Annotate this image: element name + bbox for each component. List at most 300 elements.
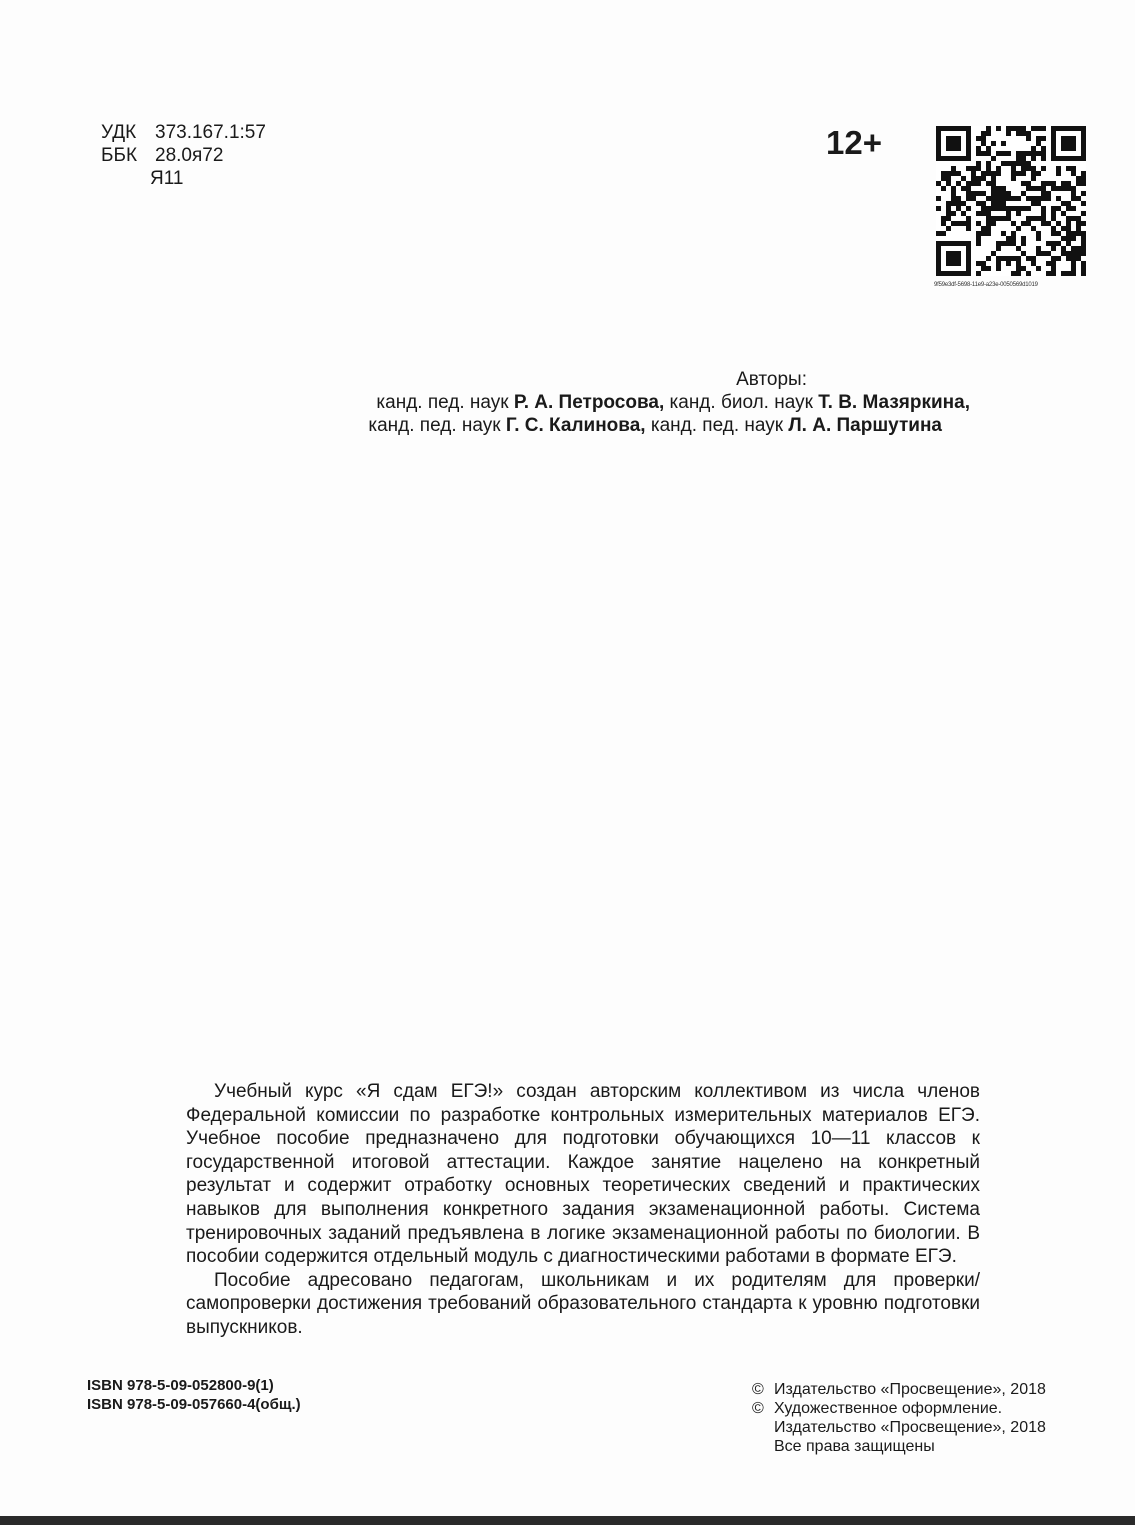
qr-module — [1001, 161, 1006, 166]
qr-module — [1036, 231, 1041, 236]
qr-module — [1051, 261, 1056, 266]
qr-module — [1031, 151, 1036, 156]
qr-module — [1016, 126, 1021, 131]
qr-module — [1071, 206, 1076, 211]
author-name: Р. А. Петросова, — [513, 392, 665, 413]
qr-module — [1036, 201, 1041, 206]
qr-module — [1011, 176, 1016, 181]
qr-module — [1031, 186, 1036, 191]
qr-module — [966, 226, 971, 231]
qr-module — [1006, 151, 1011, 156]
qr-module — [1066, 251, 1071, 256]
qr-module — [1036, 246, 1041, 251]
author-degree: канд. пед. наук — [650, 415, 784, 436]
qr-module — [976, 261, 981, 266]
author-degree: канд. биол. наук — [669, 392, 813, 413]
qr-module — [946, 181, 951, 186]
qr-module — [1001, 141, 1006, 146]
qr-module — [1006, 236, 1011, 241]
qr-module — [981, 211, 986, 216]
qr-module — [986, 146, 991, 151]
qr-module — [1006, 211, 1011, 216]
qr-module — [971, 176, 976, 181]
qr-module — [976, 136, 981, 141]
qr-module — [1056, 206, 1061, 211]
authors-block — [200, 368, 970, 437]
qr-module — [1076, 221, 1081, 226]
qr-module — [981, 206, 986, 211]
qr-module — [1011, 161, 1016, 166]
abstract-paragraph-1: Учебный курс «Я сдам ЕГЭ!» создан авторским коллективом из числа членов Федеральной комиссии по разработке контрольных измерительных материалов ЕГЭ. Учебное пособие предназначено для подготовки обучающихся 10—11 классов к государственной итоговой аттестации. Каждое занятие нацелено на конкретный результат и содержит отработку основных теоретических сведений и практических навыков для выполнения конкретного задания экзаменационной работы. Система тренировочных заданий предъявлена в логике экзаменационной работы по биологии. В пособии содержится отдельный модуль с диагностическими работами в формате ЕГЭ. — [186, 1081, 980, 1268]
qr-module — [1026, 216, 1031, 221]
qr-module — [1081, 171, 1086, 176]
qr-module — [951, 196, 956, 201]
qr-module — [1011, 171, 1016, 176]
abstract — [186, 1080, 980, 1340]
qr-module — [1041, 186, 1046, 191]
qr-module — [1021, 236, 1026, 241]
qr-module — [976, 231, 981, 236]
qr-module — [936, 196, 941, 201]
qr-module — [1066, 181, 1071, 186]
qr-module — [1046, 251, 1051, 256]
qr-module — [1041, 211, 1046, 216]
qr-module — [1021, 241, 1026, 246]
qr-module — [996, 216, 1001, 221]
qr-module — [1026, 166, 1031, 171]
qr-module — [1071, 251, 1076, 256]
qr-module — [1031, 216, 1036, 221]
qr-module — [996, 206, 1001, 211]
qr-module — [986, 231, 991, 236]
qr-module — [1041, 146, 1046, 151]
scan-edge — [0, 1516, 1135, 1525]
qr-module — [986, 196, 991, 201]
qr-module — [1026, 161, 1031, 166]
qr-module — [1071, 261, 1076, 266]
qr-module — [996, 266, 1001, 271]
qr-module — [1026, 151, 1031, 156]
age-rating: 12+ — [826, 124, 882, 161]
qr-module — [991, 141, 996, 146]
qr-module — [1066, 216, 1071, 221]
author-name: Л. А. Паршутина — [788, 415, 942, 436]
qr-module — [1011, 196, 1016, 201]
copyright-line-2 — [752, 1399, 1046, 1418]
copyright-line-4: Все права защищены — [774, 1438, 935, 1455]
qr-module — [1056, 186, 1061, 191]
copyright-line-3: Издательство «Просвещение», 2018 — [774, 1419, 1046, 1436]
qr-module — [1031, 176, 1036, 181]
qr-module — [1081, 266, 1086, 271]
qr-module — [1066, 221, 1071, 226]
qr-module — [996, 186, 1001, 191]
qr-module — [1051, 271, 1056, 276]
qr-module — [1011, 206, 1016, 211]
qr-module — [936, 206, 941, 211]
qr-module — [976, 151, 981, 156]
qr-module — [966, 191, 971, 196]
qr-module — [961, 221, 966, 226]
qr-module — [1021, 156, 1026, 161]
qr-module — [1016, 171, 1021, 176]
qr-module — [986, 216, 991, 221]
qr-module — [1016, 226, 1021, 231]
qr-module — [961, 176, 966, 181]
qr-module — [1026, 221, 1031, 226]
qr-module — [991, 176, 996, 181]
copyright-block — [752, 1380, 1046, 1456]
copyright-icon: © — [752, 1381, 764, 1398]
qr-module — [946, 176, 951, 181]
isbn-line-2: ISBN 978-5-09-057660-4(общ.) — [87, 1396, 301, 1413]
qr-module — [1001, 151, 1006, 156]
qr-module — [971, 171, 976, 176]
qr-module — [946, 206, 951, 211]
qr-module — [1061, 226, 1066, 231]
qr-module — [966, 196, 971, 201]
copyright-text: Издательство «Просвещение», 2018 — [774, 1381, 1046, 1398]
qr-module — [1056, 256, 1061, 261]
qr-module — [1061, 186, 1066, 191]
qr-module — [1031, 146, 1036, 151]
udk-value: 373.167.1:57 — [155, 122, 266, 143]
qr-module — [986, 131, 991, 136]
qr-module — [1071, 231, 1076, 236]
qr-module — [1051, 226, 1056, 231]
qr-module — [1021, 206, 1026, 211]
qr-module — [1001, 186, 1006, 191]
qr-module — [981, 141, 986, 146]
qr-module — [951, 191, 956, 196]
qr-module — [1051, 216, 1056, 221]
qr-module — [956, 181, 961, 186]
qr-module — [981, 176, 986, 181]
author-name: Г. С. Калинова, — [505, 415, 646, 436]
qr-module — [986, 226, 991, 231]
qr-module — [1016, 161, 1021, 166]
qr-module — [1046, 261, 1051, 266]
qr-module — [1051, 231, 1056, 236]
qr-module — [996, 256, 1001, 261]
qr-module — [1016, 131, 1021, 136]
qr-module — [1031, 156, 1036, 161]
qr-module — [1036, 196, 1041, 201]
qr-module — [1036, 141, 1041, 146]
qr-module — [976, 146, 981, 151]
qr-module — [1071, 216, 1076, 221]
qr-module — [991, 216, 996, 221]
qr-module — [1011, 221, 1016, 226]
qr-module — [1066, 201, 1071, 206]
qr-module — [1066, 256, 1071, 261]
qr-module — [1061, 246, 1066, 251]
qr-module — [1071, 171, 1076, 176]
qr-module — [1081, 181, 1086, 186]
qr-module — [976, 181, 981, 186]
qr-module — [1071, 166, 1076, 171]
qr-module — [1006, 161, 1011, 166]
qr-module — [1071, 186, 1076, 191]
qr-module — [1016, 156, 1021, 161]
qr-module — [996, 151, 1001, 156]
qr-module — [956, 171, 961, 176]
qr-module — [1061, 236, 1066, 241]
qr-module — [996, 196, 1001, 201]
qr-module — [956, 201, 961, 206]
qr-module — [966, 221, 971, 226]
qr-module — [1006, 261, 1011, 266]
qr-module — [1041, 166, 1046, 171]
qr-module — [976, 201, 981, 206]
qr-module — [986, 266, 991, 271]
qr-module — [1081, 231, 1086, 236]
qr-module — [1046, 181, 1051, 186]
qr-module — [1011, 231, 1016, 236]
qr-module — [986, 206, 991, 211]
author-name: Т. В. Мазяркина, — [818, 392, 970, 413]
qr-module — [991, 191, 996, 196]
qr-module — [1076, 226, 1081, 231]
qr-module — [1056, 231, 1061, 236]
qr-module — [1081, 251, 1086, 256]
qr-module — [1026, 186, 1031, 191]
qr-module — [976, 271, 981, 276]
qr-module — [1026, 131, 1031, 136]
qr-module — [976, 161, 981, 166]
qr-module — [1066, 166, 1071, 171]
qr-module — [1041, 181, 1046, 186]
qr-module — [1056, 171, 1061, 176]
qr-module — [986, 151, 991, 156]
qr-module — [1011, 126, 1016, 131]
qr-module — [1026, 206, 1031, 211]
qr-module — [1031, 201, 1036, 206]
qr-module — [981, 151, 986, 156]
qr-module — [1041, 221, 1046, 226]
qr-module — [981, 226, 986, 231]
authors-line-2 — [200, 414, 970, 437]
qr-module — [991, 181, 996, 186]
qr-module — [996, 246, 1001, 251]
qr-module — [991, 196, 996, 201]
qr-module — [1041, 156, 1046, 161]
qr-module — [1076, 256, 1081, 261]
qr-module — [991, 221, 996, 226]
qr-module — [1051, 206, 1056, 211]
qr-module — [1071, 266, 1076, 271]
qr-module — [1046, 221, 1051, 226]
qr-module — [1081, 221, 1086, 226]
qr-module — [976, 221, 981, 226]
qr-module — [966, 216, 971, 221]
qr-module — [1001, 191, 1006, 196]
udk-row — [101, 121, 266, 144]
qr-module — [1076, 176, 1081, 181]
qr-module — [1036, 266, 1041, 271]
qr-module — [986, 256, 991, 261]
qr-module — [976, 211, 981, 216]
authors-line-1 — [200, 391, 970, 414]
bbk-value: 28.0я72 — [155, 145, 224, 166]
qr-module — [976, 166, 981, 171]
qr-module — [976, 236, 981, 241]
qr-module — [1071, 246, 1076, 251]
qr-module — [1026, 256, 1031, 261]
qr-module — [981, 131, 986, 136]
qr-module — [1041, 216, 1046, 221]
qr-module — [981, 171, 986, 176]
qr-module — [1081, 246, 1086, 251]
qr-module — [1006, 196, 1011, 201]
qr-module — [961, 201, 966, 206]
qr-module — [1021, 166, 1026, 171]
qr-module — [1081, 191, 1086, 196]
qr-module — [936, 231, 941, 236]
qr-code — [936, 126, 1086, 276]
qr-module — [986, 181, 991, 186]
qr-module — [991, 186, 996, 191]
qr-module — [941, 216, 946, 221]
qr-module — [1011, 236, 1016, 241]
qr-module — [986, 161, 991, 166]
qr-module — [1021, 151, 1026, 156]
qr-module — [1036, 186, 1041, 191]
qr-code-image — [936, 126, 1086, 276]
author-degree: канд. пед. наук — [376, 392, 509, 413]
qr-module — [1021, 181, 1026, 186]
qr-module — [1066, 231, 1071, 236]
qr-module — [971, 181, 976, 186]
qr-module — [1026, 136, 1031, 141]
qr-module — [986, 221, 991, 226]
qr-module — [1076, 181, 1081, 186]
copyright-line-1 — [752, 1380, 1046, 1399]
isbn-block — [87, 1376, 301, 1414]
qr-module — [1031, 261, 1036, 266]
qr-module — [1076, 246, 1081, 251]
qr-module — [986, 126, 991, 131]
qr-module — [1051, 241, 1056, 246]
qr-module — [1016, 256, 1021, 261]
qr-module — [1056, 196, 1061, 201]
qr-module — [971, 166, 976, 171]
qr-module — [991, 251, 996, 256]
qr-module — [1071, 196, 1076, 201]
qr-module — [946, 201, 951, 206]
qr-module — [1006, 131, 1011, 136]
qr-module — [1016, 266, 1021, 271]
qr-module — [1021, 191, 1026, 196]
qr-module — [1076, 216, 1081, 221]
qr-module — [996, 126, 1001, 131]
qr-module — [1016, 206, 1021, 211]
qr-module — [1001, 196, 1006, 201]
qr-module — [946, 211, 951, 216]
udk-label: УДК — [101, 122, 137, 143]
authors-title: Авторы: — [736, 369, 807, 390]
qr-module — [1001, 231, 1006, 236]
classification-block — [101, 121, 266, 190]
qr-module — [1051, 186, 1056, 191]
qr-module — [1011, 241, 1016, 246]
isbn-line-1: ISBN 978-5-09-052800-9(1) — [87, 1377, 274, 1394]
qr-module — [1021, 126, 1026, 131]
qr-module — [1061, 251, 1066, 256]
qr-module — [1041, 136, 1046, 141]
qr-module — [1051, 181, 1056, 186]
qr-module — [1041, 206, 1046, 211]
qr-module — [1041, 126, 1046, 131]
qr-module — [951, 186, 956, 191]
qr-module — [1046, 196, 1051, 201]
qr-module — [1081, 261, 1086, 266]
qr-module — [981, 136, 986, 141]
qr-module — [961, 186, 966, 191]
qr-module — [1066, 241, 1071, 246]
qr-module — [1071, 236, 1076, 241]
qr-module — [941, 221, 946, 226]
qr-module — [1016, 246, 1021, 251]
qr-module — [1016, 271, 1021, 276]
qr-module — [1051, 256, 1056, 261]
qr-module — [1036, 216, 1041, 221]
qr-module — [1036, 126, 1041, 131]
copyright-text: Художественное оформление. — [774, 1400, 1003, 1417]
qr-module — [946, 226, 951, 231]
qr-module — [996, 201, 1001, 206]
qr-module — [1016, 261, 1021, 266]
qr-module — [1031, 226, 1036, 231]
qr-module — [966, 181, 971, 186]
qr-module — [1056, 166, 1061, 171]
qr-module — [956, 206, 961, 211]
qr-module — [1076, 251, 1081, 256]
qr-module — [1016, 211, 1021, 216]
qr-module — [1066, 236, 1071, 241]
qr-module — [1016, 196, 1021, 201]
qr-module — [1001, 201, 1006, 206]
qr-module — [1011, 166, 1016, 171]
qr-module — [956, 196, 961, 201]
qr-module — [996, 191, 1001, 196]
qr-module — [1076, 231, 1081, 236]
qr-module — [996, 171, 1001, 176]
qr-module — [1081, 236, 1086, 241]
qr-module — [1061, 271, 1066, 276]
qr-module — [951, 171, 956, 176]
qr-module — [1021, 266, 1026, 271]
qr-module — [966, 206, 971, 211]
qr-module — [1051, 246, 1056, 251]
qr-module — [996, 241, 1001, 246]
qr-module — [1021, 171, 1026, 176]
qr-module — [1011, 256, 1016, 261]
qr-module — [1011, 271, 1016, 276]
qr-module — [971, 191, 976, 196]
qr-module — [1066, 186, 1071, 191]
qr-module — [941, 176, 946, 181]
qr-module — [1066, 271, 1071, 276]
qr-module — [1071, 256, 1076, 261]
qr-module — [1006, 206, 1011, 211]
qr-module — [1041, 191, 1046, 196]
qr-module — [966, 186, 971, 191]
qr-module — [936, 181, 941, 186]
qr-module — [981, 201, 986, 206]
author-mark: Я11 — [150, 168, 184, 189]
qr-module — [1061, 211, 1066, 216]
